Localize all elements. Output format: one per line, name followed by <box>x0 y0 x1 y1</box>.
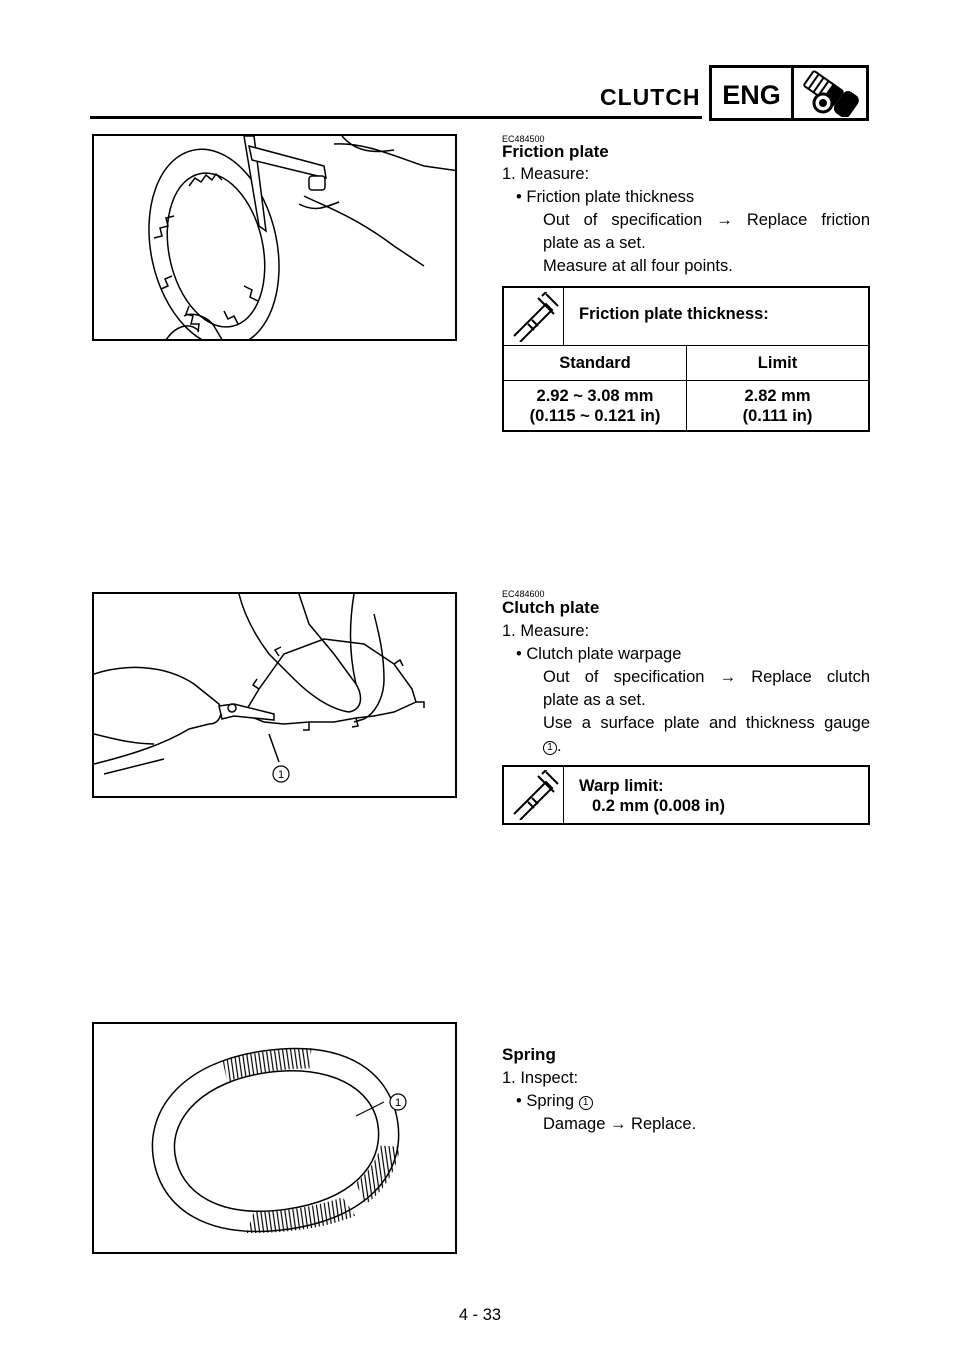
instruction-line: Measure at all four points. <box>543 257 733 275</box>
reference-suffix: . <box>557 737 562 755</box>
standard-mm: 2.92 ~ 3.08 mm <box>536 387 654 405</box>
section-code: EC484600 <box>502 589 545 599</box>
spec-table <box>504 345 868 431</box>
spec-title: Warp limit: <box>579 777 664 795</box>
reference-line <box>543 735 870 758</box>
instruction-line: Use a surface plate and thickness gauge <box>543 714 870 732</box>
limit-in: (0.111 in) <box>742 407 813 425</box>
instruction-line: plate as a set. <box>543 234 646 252</box>
section-heading: Spring <box>502 1045 556 1064</box>
caliper-icon <box>504 767 564 823</box>
instruction-line: Out of specification → Replace clutch <box>543 668 870 686</box>
instruction-line: Out of specification → Replace friction <box>543 211 870 229</box>
engine-wrench-icon <box>794 68 866 118</box>
bullet-text: • Clutch plate warpage <box>516 645 682 663</box>
spring-figure <box>92 1022 457 1254</box>
page-number: 4 - 33 <box>458 1306 502 1324</box>
instruction-line: Damage → Replace. <box>543 1115 697 1133</box>
reference-number: 1 <box>543 741 557 755</box>
warp-limit-spec-box <box>502 765 870 825</box>
spec-table-header <box>504 346 868 381</box>
step-text: 1. Measure: <box>502 165 590 183</box>
section-code: EC484500 <box>502 134 545 144</box>
eng-badge <box>709 65 869 121</box>
section-heading: Friction plate <box>502 142 609 161</box>
limit-mm: 2.82 mm <box>744 387 811 405</box>
reference-number: 1 <box>579 1096 593 1110</box>
spec-value: 0.2 mm (0.008 in) <box>592 797 725 815</box>
caliper-icon <box>504 288 564 345</box>
instruction-line: plate as a set. <box>543 691 646 709</box>
spec-title: Friction plate thickness: <box>579 305 769 323</box>
friction-plate-measurement-figure <box>92 134 457 341</box>
figure-callout: 1 <box>394 1097 402 1109</box>
friction-plate-spec-box <box>502 286 870 432</box>
clutch-plate-warpage-figure <box>92 592 457 798</box>
column-header-limit: Limit <box>686 346 868 380</box>
spec-table-row <box>504 381 868 431</box>
bullet-text: • Friction plate thickness <box>516 188 695 206</box>
header-rule <box>90 116 702 119</box>
bullet-text: • Spring <box>516 1092 575 1110</box>
column-header-standard: Standard <box>559 354 631 372</box>
step-text: 1. Measure: <box>502 622 590 640</box>
bullet-line <box>516 1090 593 1113</box>
limit-value <box>686 381 868 431</box>
section-heading: Clutch plate <box>502 598 600 617</box>
figure-callout: 1 <box>277 769 285 781</box>
section-title: CLUTCH <box>600 84 701 110</box>
step-text: 1. Inspect: <box>502 1069 579 1087</box>
standard-in: (0.115 ~ 0.121 in) <box>529 407 661 425</box>
standard-value <box>504 381 686 431</box>
eng-badge-label: ENG <box>712 68 794 118</box>
